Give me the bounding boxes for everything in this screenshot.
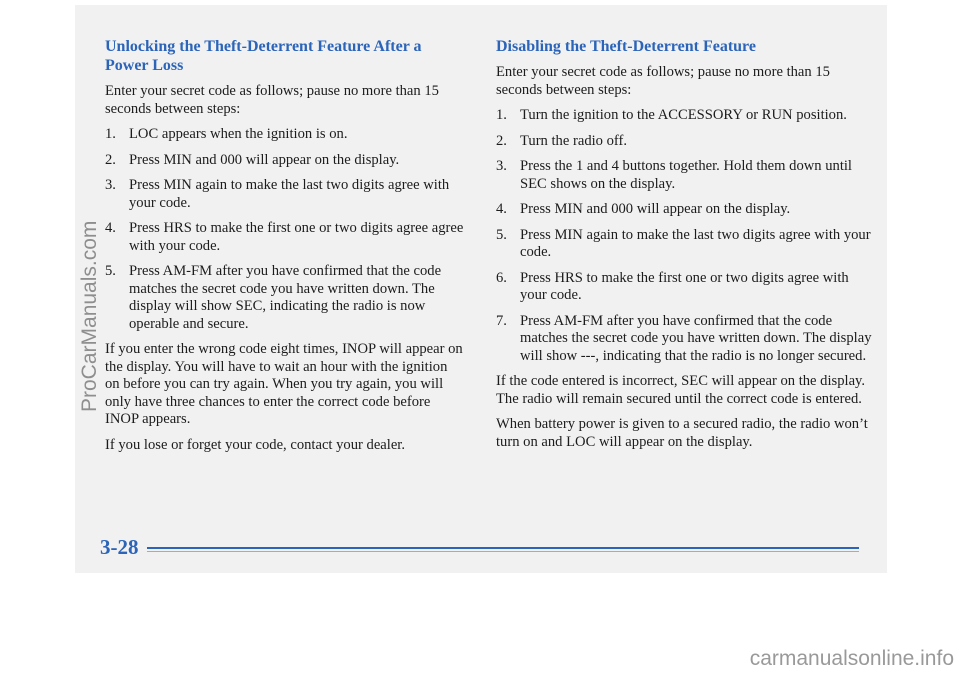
step-number: 5. bbox=[105, 263, 116, 279]
step-text: Press the 1 and 4 buttons together. Hold them down until SEC shows on the display. bbox=[520, 158, 852, 192]
step-text: Turn the radio off. bbox=[520, 132, 628, 149]
disable-steps-list bbox=[496, 107, 874, 365]
unlock-steps-list bbox=[105, 126, 465, 333]
step-number: 2. bbox=[105, 151, 116, 168]
step-text: LOC appears when the ignition is on. bbox=[129, 126, 348, 142]
page-footer bbox=[75, 525, 887, 565]
bottom-watermark: carmanualsonline.info bbox=[749, 647, 954, 670]
step-text: Press MIN and 000 will appear on the display. bbox=[129, 151, 400, 168]
list-item bbox=[105, 220, 465, 255]
list-item bbox=[496, 133, 874, 151]
manual-page bbox=[75, 5, 887, 573]
step-text: Press MIN again to make the last two digits agree with your code. bbox=[520, 226, 871, 260]
footer-rule bbox=[147, 547, 859, 549]
list-item bbox=[496, 158, 874, 193]
list-item bbox=[496, 313, 874, 366]
step-text: Press MIN and 000 will appear on the display. bbox=[520, 201, 791, 217]
incorrect-code-paragraph: If the code entered is incorrect, SEC will appear on the display. The radio will remain secured until the correct code is entered. bbox=[496, 373, 866, 407]
intro-paragraph: Enter your secret code as follows; pause no more than 15 seconds between steps: bbox=[105, 83, 439, 117]
list-item bbox=[105, 263, 465, 333]
step-number: 5. bbox=[496, 226, 507, 243]
lost-code-paragraph: If you lose or forget your code, contact your dealer. bbox=[105, 436, 406, 453]
left-column bbox=[105, 37, 465, 462]
step-text: Press MIN again to make the last two digits agree with your code. bbox=[129, 177, 450, 211]
list-item bbox=[105, 126, 465, 144]
section-heading-unlocking: Unlocking the Theft-Deterrent Feature After a Power Loss bbox=[105, 38, 422, 74]
list-item bbox=[496, 201, 874, 219]
list-item bbox=[105, 152, 465, 170]
step-number: 3. bbox=[496, 158, 507, 174]
step-text: Press AM-FM after you have confirmed that the code matches the secret code you have written down. The display will show ---, indicating that the radio is no longer secured. bbox=[520, 312, 872, 364]
list-item bbox=[496, 107, 874, 125]
step-number: 1. bbox=[496, 107, 507, 123]
wrong-code-paragraph: If you enter the wrong code eight times, INOP will appear on the display. You will have to wait an hour with the ignition on before you can try again. When you try again, you will only have three chances to enter the correct code before INOP appears. bbox=[105, 341, 463, 427]
section-heading-disabling: Disabling the Theft-Deterrent Feature bbox=[496, 38, 756, 55]
step-number: 3. bbox=[105, 177, 116, 193]
step-number: 1. bbox=[105, 126, 116, 142]
footer-rule-thin bbox=[147, 551, 859, 552]
list-item bbox=[105, 177, 465, 212]
list-item bbox=[496, 270, 874, 305]
step-number: 4. bbox=[105, 220, 116, 236]
step-number: 7. bbox=[496, 312, 507, 329]
step-number: 2. bbox=[496, 132, 507, 149]
step-text: Turn the ignition to the ACCESSORY or RUN position. bbox=[520, 107, 847, 123]
intro-paragraph: Enter your secret code as follows; pause no more than 15 seconds between steps: bbox=[496, 64, 830, 98]
step-number: 4. bbox=[496, 201, 507, 217]
step-text: Press AM-FM after you have confirmed that the code matches the secret code you have written down. The display will show SEC, indicating the radio is now operable and secure. bbox=[129, 263, 442, 332]
step-text: Press HRS to make the first one or two digits agree agree with your code. bbox=[129, 220, 464, 254]
page-number: 3-28 bbox=[100, 535, 139, 559]
list-item bbox=[496, 227, 874, 262]
battery-power-paragraph: When battery power is given to a secured radio, the radio won’t turn on and LOC will appear on the display. bbox=[496, 416, 868, 450]
side-watermark: ProCarManuals.com bbox=[78, 220, 101, 412]
step-text: Press HRS to make the first one or two digits agree with your code. bbox=[520, 269, 849, 303]
right-column bbox=[496, 37, 874, 459]
step-number: 6. bbox=[496, 269, 507, 286]
